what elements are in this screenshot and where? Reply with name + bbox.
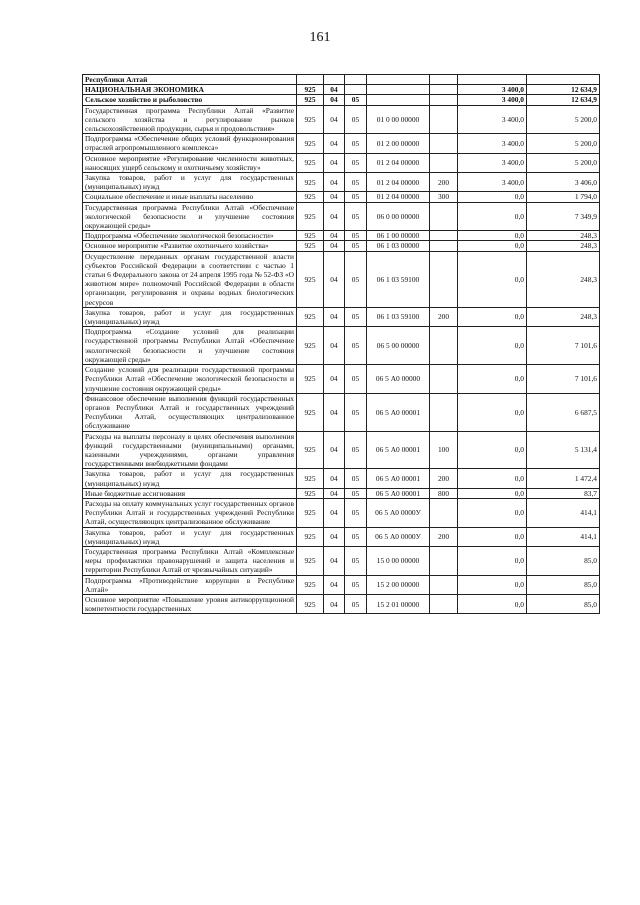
row-ministry-code: 925 bbox=[297, 546, 324, 575]
table-row bbox=[83, 251, 600, 307]
row-section-code: 04 bbox=[324, 546, 345, 575]
row-subsection-code: 05 bbox=[345, 251, 367, 307]
row-ministry-code bbox=[297, 75, 324, 85]
row-expense-type bbox=[430, 241, 458, 251]
row-target-article: 15 0 00 00000 bbox=[367, 546, 430, 575]
row-amount-2: 5 200,0 bbox=[527, 153, 600, 172]
row-ministry-code: 925 bbox=[297, 192, 324, 202]
row-expense-type bbox=[430, 594, 458, 613]
row-subsection-code: 05 bbox=[345, 134, 367, 153]
table-row bbox=[83, 488, 600, 498]
row-section-code: 04 bbox=[324, 431, 345, 469]
row-amount-2: 7 101,6 bbox=[527, 327, 600, 365]
row-ministry-code: 925 bbox=[297, 393, 324, 431]
row-subsection-code: 05 bbox=[345, 365, 367, 394]
row-ministry-code: 925 bbox=[297, 594, 324, 613]
row-name: Закупка товаров, работ и услуг для государственных (муниципальных) нужд bbox=[83, 469, 297, 488]
row-expense-type: 300 bbox=[430, 192, 458, 202]
row-amount-2: 5 200,0 bbox=[527, 134, 600, 153]
row-amount-1: 0,0 bbox=[458, 498, 527, 527]
row-amount-1: 0,0 bbox=[458, 546, 527, 575]
row-ministry-code: 925 bbox=[297, 365, 324, 394]
row-subsection-code: 05 bbox=[345, 594, 367, 613]
row-name: Закупка товаров, работ и услуг для государственных (муниципальных) нужд bbox=[83, 527, 297, 546]
row-expense-type: 100 bbox=[430, 431, 458, 469]
row-expense-type: 800 bbox=[430, 488, 458, 498]
row-amount-2: 85,0 bbox=[527, 546, 600, 575]
row-amount-1: 0,0 bbox=[458, 307, 527, 326]
row-amount-2: 85,0 bbox=[527, 575, 600, 594]
table-row bbox=[83, 241, 600, 251]
row-subsection-code: 05 bbox=[345, 153, 367, 172]
row-section-code: 04 bbox=[324, 498, 345, 527]
page-number: 161 bbox=[309, 30, 331, 45]
row-section-code: 04 bbox=[324, 365, 345, 394]
row-subsection-code: 05 bbox=[345, 105, 367, 134]
table-row bbox=[83, 192, 600, 202]
table-row bbox=[83, 95, 600, 105]
row-name: Основное мероприятие «Регулирование численности животных, наносящих ущерб сельскому и охотничьему хозяйству» bbox=[83, 153, 297, 172]
row-amount-1: 0,0 bbox=[458, 202, 527, 231]
row-name: Основное мероприятие «Развитие охотничьего хозяйства» bbox=[83, 241, 297, 251]
row-subsection-code: 05 bbox=[345, 393, 367, 431]
row-expense-type bbox=[430, 153, 458, 172]
row-subsection-code: 05 bbox=[345, 431, 367, 469]
row-target-article: 01 2 00 00000 bbox=[367, 134, 430, 153]
table-row bbox=[83, 365, 600, 394]
row-amount-1: 0,0 bbox=[458, 251, 527, 307]
row-amount-2: 3 406,0 bbox=[527, 173, 600, 192]
row-amount-2: 248,3 bbox=[527, 307, 600, 326]
row-ministry-code: 925 bbox=[297, 231, 324, 241]
row-amount-1 bbox=[458, 75, 527, 85]
row-target-article: 06 5 А0 00001 bbox=[367, 488, 430, 498]
row-section-code: 04 bbox=[324, 241, 345, 251]
row-name: Расходы на выплаты персоналу в целях обеспечения выполнения функций государственными (муниципальными) органами, казенными учреждениями, органами управления государственными внебюджетными фондами bbox=[83, 431, 297, 469]
row-amount-1: 0,0 bbox=[458, 393, 527, 431]
row-expense-type bbox=[430, 546, 458, 575]
row-name: Подпрограмма «Обеспечение экологической безопасности» bbox=[83, 231, 297, 241]
row-ministry-code: 925 bbox=[297, 469, 324, 488]
row-target-article: 06 0 00 00000 bbox=[367, 202, 430, 231]
row-target-article: 06 5 А0 0000У bbox=[367, 498, 430, 527]
row-ministry-code: 925 bbox=[297, 85, 324, 95]
row-section-code: 04 bbox=[324, 85, 345, 95]
row-name: НАЦИОНАЛЬНАЯ ЭКОНОМИКА bbox=[83, 85, 297, 95]
row-expense-type bbox=[430, 85, 458, 95]
row-subsection-code: 05 bbox=[345, 546, 367, 575]
row-ministry-code: 925 bbox=[297, 575, 324, 594]
row-amount-2: 1 794,0 bbox=[527, 192, 600, 202]
row-section-code: 04 bbox=[324, 105, 345, 134]
row-target-article: 06 5 А0 00001 bbox=[367, 393, 430, 431]
row-target-article: 06 1 03 59100 bbox=[367, 251, 430, 307]
row-name: Социальное обеспечение и иные выплаты населению bbox=[83, 192, 297, 202]
row-target-article: 06 5 А0 00000 bbox=[367, 365, 430, 394]
row-amount-1: 0,0 bbox=[458, 527, 527, 546]
row-amount-2: 248,3 bbox=[527, 251, 600, 307]
row-section-code: 04 bbox=[324, 153, 345, 172]
row-ministry-code: 925 bbox=[297, 327, 324, 365]
row-target-article bbox=[367, 85, 430, 95]
row-section-code: 04 bbox=[324, 469, 345, 488]
table-row bbox=[83, 134, 600, 153]
row-expense-type bbox=[430, 365, 458, 394]
row-amount-1: 0,0 bbox=[458, 192, 527, 202]
row-section-code: 04 bbox=[324, 327, 345, 365]
row-section-code: 04 bbox=[324, 251, 345, 307]
row-subsection-code: 05 bbox=[345, 527, 367, 546]
row-amount-2: 5 200,0 bbox=[527, 105, 600, 134]
table-row bbox=[83, 231, 600, 241]
row-name: Подпрограмма «Обеспечение общих условий функционирования отраслей агропромышленного комплекса» bbox=[83, 134, 297, 153]
row-subsection-code: 05 bbox=[345, 307, 367, 326]
row-ministry-code: 925 bbox=[297, 307, 324, 326]
row-ministry-code: 925 bbox=[297, 153, 324, 172]
row-subsection-code: 05 bbox=[345, 488, 367, 498]
row-name: Закупка товаров, работ и услуг для государственных (муниципальных) нужд bbox=[83, 173, 297, 192]
row-expense-type: 200 bbox=[430, 469, 458, 488]
table-row bbox=[83, 527, 600, 546]
row-section-code: 04 bbox=[324, 95, 345, 105]
table-row bbox=[83, 431, 600, 469]
row-name: Основное мероприятие «Повышение уровня антикоррупционной компетентности государственных bbox=[83, 594, 297, 613]
row-ministry-code: 925 bbox=[297, 251, 324, 307]
row-ministry-code: 925 bbox=[297, 431, 324, 469]
row-amount-1: 3 400,0 bbox=[458, 173, 527, 192]
row-subsection-code: 05 bbox=[345, 173, 367, 192]
row-section-code: 04 bbox=[324, 134, 345, 153]
row-amount-2: 85,0 bbox=[527, 594, 600, 613]
table-row bbox=[83, 202, 600, 231]
row-subsection-code: 05 bbox=[345, 202, 367, 231]
row-section-code: 04 bbox=[324, 393, 345, 431]
row-subsection-code: 05 bbox=[345, 327, 367, 365]
row-name: Подпрограмма «Создание условий для реализации государственной программы Республики Алтай «Обеспечение экологической безопасности и улучшение состояния окружающей среды» bbox=[83, 327, 297, 365]
row-amount-2: 12 634,9 bbox=[527, 95, 600, 105]
row-amount-1: 3 400,0 bbox=[458, 105, 527, 134]
row-subsection-code: 05 bbox=[345, 241, 367, 251]
row-name: Сельское хозяйство и рыболовство bbox=[83, 95, 297, 105]
row-amount-2: 248,3 bbox=[527, 241, 600, 251]
row-expense-type bbox=[430, 75, 458, 85]
row-target-article: 06 5 00 00000 bbox=[367, 327, 430, 365]
row-expense-type bbox=[430, 393, 458, 431]
table-row bbox=[83, 498, 600, 527]
row-amount-2: 12 634,9 bbox=[527, 85, 600, 95]
row-target-article bbox=[367, 95, 430, 105]
row-amount-1: 0,0 bbox=[458, 469, 527, 488]
row-subsection-code: 05 bbox=[345, 575, 367, 594]
row-name: Государственная программа Республики Алтай «Комплексные меры профилактики правонарушений и защита населения и территории Республики Алтай от чрезвычайных ситуаций» bbox=[83, 546, 297, 575]
row-amount-1: 0,0 bbox=[458, 231, 527, 241]
row-subsection-code: 05 bbox=[345, 498, 367, 527]
row-target-article: 06 5 А0 0000У bbox=[367, 527, 430, 546]
row-amount-2: 7 349,9 bbox=[527, 202, 600, 231]
row-section-code: 04 bbox=[324, 488, 345, 498]
row-section-code bbox=[324, 75, 345, 85]
row-amount-1: 0,0 bbox=[458, 575, 527, 594]
row-amount-1: 0,0 bbox=[458, 327, 527, 365]
row-section-code: 04 bbox=[324, 527, 345, 546]
row-ministry-code: 925 bbox=[297, 488, 324, 498]
row-target-article: 15 2 00 00000 bbox=[367, 575, 430, 594]
row-target-article: 01 2 04 00000 bbox=[367, 173, 430, 192]
table-row bbox=[83, 307, 600, 326]
row-expense-type: 200 bbox=[430, 307, 458, 326]
table-row bbox=[83, 85, 600, 95]
row-amount-1: 0,0 bbox=[458, 365, 527, 394]
table-row bbox=[83, 75, 600, 85]
row-expense-type: 200 bbox=[430, 527, 458, 546]
row-expense-type bbox=[430, 327, 458, 365]
row-expense-type: 200 bbox=[430, 173, 458, 192]
row-name: Иные бюджетные ассигнования bbox=[83, 488, 297, 498]
table-row bbox=[83, 594, 600, 613]
row-ministry-code: 925 bbox=[297, 105, 324, 134]
row-section-code: 04 bbox=[324, 307, 345, 326]
row-target-article: 01 0 00 00000 bbox=[367, 105, 430, 134]
row-name: Подпрограмма «Противодействие коррупции в Республике Алтай» bbox=[83, 575, 297, 594]
row-expense-type bbox=[430, 231, 458, 241]
row-amount-1: 3 400,0 bbox=[458, 153, 527, 172]
row-name: Республики Алтай bbox=[83, 75, 297, 85]
row-expense-type bbox=[430, 105, 458, 134]
row-amount-1: 3 400,0 bbox=[458, 95, 527, 105]
row-ministry-code: 925 bbox=[297, 202, 324, 231]
table-row bbox=[83, 173, 600, 192]
row-amount-1: 0,0 bbox=[458, 241, 527, 251]
row-target-article: 06 1 00 00000 bbox=[367, 231, 430, 241]
row-expense-type bbox=[430, 498, 458, 527]
row-section-code: 04 bbox=[324, 202, 345, 231]
table-row bbox=[83, 393, 600, 431]
row-name: Государственная программа Республики Алтай «Обеспечение экологической безопасности и улучшение состояния окружающей среды» bbox=[83, 202, 297, 231]
row-subsection-code: 05 bbox=[345, 95, 367, 105]
row-name: Государственная программа Республики Алтай «Развитие сельского хозяйства и регулирование рынков сельскохозяйственной продукции, сырья и продовольствия» bbox=[83, 105, 297, 134]
budget-table bbox=[82, 74, 600, 614]
row-target-article bbox=[367, 75, 430, 85]
row-subsection-code: 05 bbox=[345, 192, 367, 202]
table-row bbox=[83, 153, 600, 172]
row-ministry-code: 925 bbox=[297, 498, 324, 527]
row-expense-type bbox=[430, 202, 458, 231]
row-amount-2: 83,7 bbox=[527, 488, 600, 498]
row-name: Закупка товаров, работ и услуг для государственных (муниципальных) нужд bbox=[83, 307, 297, 326]
row-amount-1: 3 400,0 bbox=[458, 134, 527, 153]
row-amount-2: 5 131,4 bbox=[527, 431, 600, 469]
row-subsection-code bbox=[345, 75, 367, 85]
row-amount-1: 3 400,0 bbox=[458, 85, 527, 95]
row-amount-1: 0,0 bbox=[458, 431, 527, 469]
row-ministry-code: 925 bbox=[297, 241, 324, 251]
table-row bbox=[83, 546, 600, 575]
row-amount-2: 7 101,6 bbox=[527, 365, 600, 394]
row-section-code: 04 bbox=[324, 594, 345, 613]
row-subsection-code bbox=[345, 85, 367, 95]
row-amount-2: 248,3 bbox=[527, 231, 600, 241]
row-ministry-code: 925 bbox=[297, 134, 324, 153]
row-target-article: 01 2 04 00000 bbox=[367, 153, 430, 172]
row-amount-2: 414,1 bbox=[527, 498, 600, 527]
row-expense-type bbox=[430, 575, 458, 594]
row-target-article: 06 5 А0 00001 bbox=[367, 431, 430, 469]
row-amount-2: 414,1 bbox=[527, 527, 600, 546]
row-name: Финансовое обеспечение выполнения функций государственных органов Республики Алтай и государственных учреждений Республики Алтай, осуществляющих централизованное обслуживание bbox=[83, 393, 297, 431]
row-subsection-code: 05 bbox=[345, 231, 367, 241]
table-row bbox=[83, 327, 600, 365]
row-section-code: 04 bbox=[324, 192, 345, 202]
row-amount-2 bbox=[527, 75, 600, 85]
row-target-article: 15 2 01 00000 bbox=[367, 594, 430, 613]
row-target-article: 06 1 03 59100 bbox=[367, 307, 430, 326]
row-expense-type bbox=[430, 95, 458, 105]
row-expense-type bbox=[430, 251, 458, 307]
row-target-article: 01 2 04 00000 bbox=[367, 192, 430, 202]
row-section-code: 04 bbox=[324, 231, 345, 241]
row-amount-1: 0,0 bbox=[458, 488, 527, 498]
row-target-article: 06 1 03 00000 bbox=[367, 241, 430, 251]
table-row bbox=[83, 105, 600, 134]
row-name: Создание условий для реализации государственной программы Республики Алтай «Обеспечение экологической безопасности и улучшение состояния окружающей среды» bbox=[83, 365, 297, 394]
row-name: Осуществление переданных органам государственной власти субъектов Российской Федерации в соответствии с частью 1 статьи 6 Федерального закона от 24 апреля 1995 года № 52-ФЗ «О животном мире» полномочий Российской Федерации в области организации, регулирования и охраны водных биологических ресурсов bbox=[83, 251, 297, 307]
row-amount-2: 1 472,4 bbox=[527, 469, 600, 488]
row-ministry-code: 925 bbox=[297, 95, 324, 105]
table-row bbox=[83, 575, 600, 594]
row-section-code: 04 bbox=[324, 173, 345, 192]
row-amount-2: 6 687,5 bbox=[527, 393, 600, 431]
table-row bbox=[83, 469, 600, 488]
row-expense-type bbox=[430, 134, 458, 153]
row-ministry-code: 925 bbox=[297, 527, 324, 546]
row-subsection-code: 05 bbox=[345, 469, 367, 488]
row-section-code: 04 bbox=[324, 575, 345, 594]
row-amount-1: 0,0 bbox=[458, 594, 527, 613]
row-name: Расходы на оплату коммунальных услуг государственных органов Республики Алтай и государственных учреждений Республики Алтай, осуществляющих централизованное обслуживание bbox=[83, 498, 297, 527]
row-target-article: 06 5 А0 00001 bbox=[367, 469, 430, 488]
row-ministry-code: 925 bbox=[297, 173, 324, 192]
